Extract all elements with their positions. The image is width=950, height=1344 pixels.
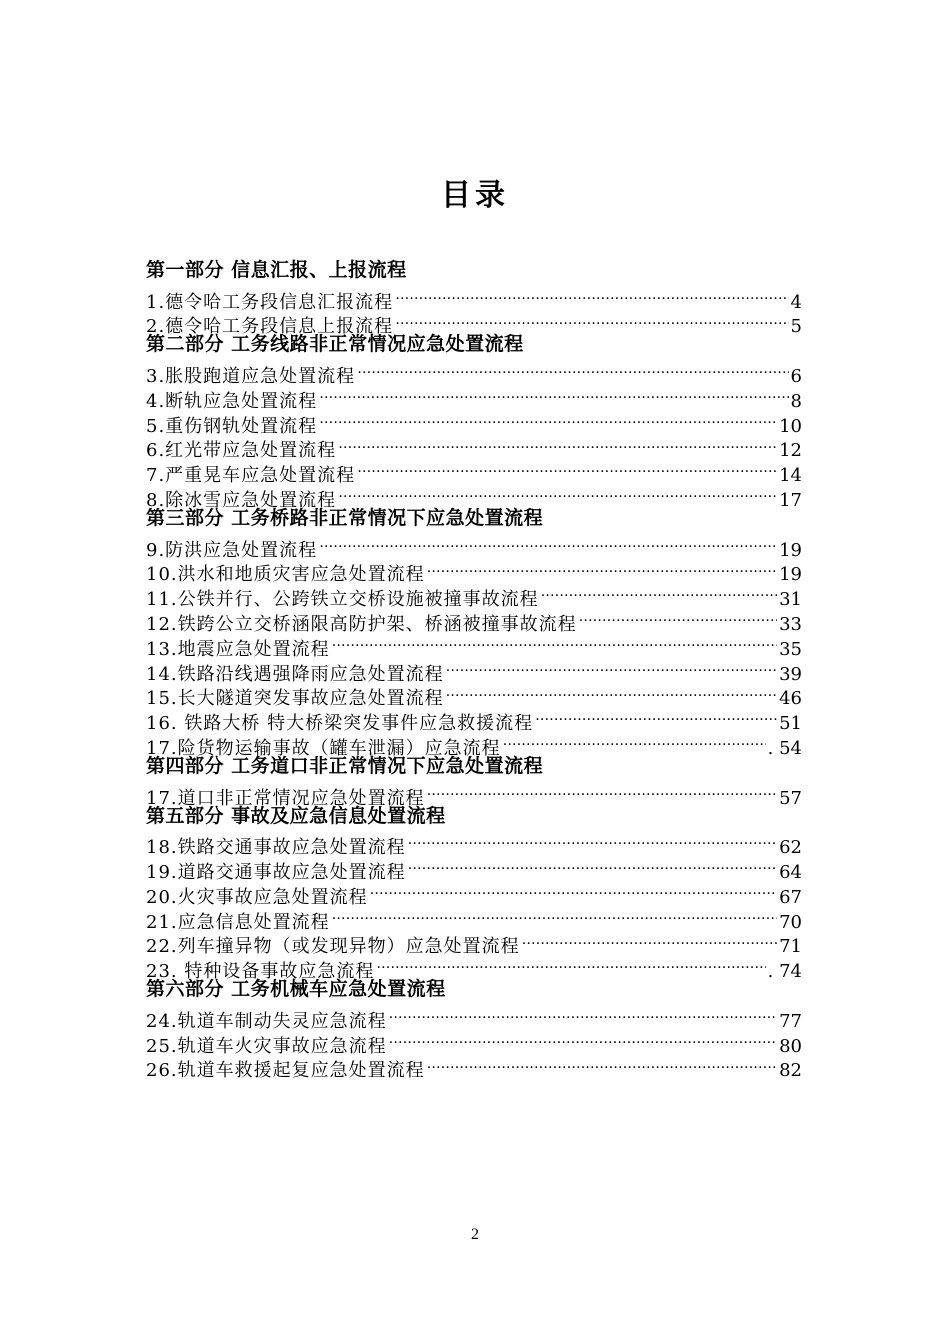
toc-entry-label: 17.险货物运输事故（罐车泄漏）应急流程 <box>146 737 501 759</box>
dot-leader <box>338 481 777 506</box>
dot-leader <box>338 432 777 457</box>
toc-entry-page: 62 <box>779 837 802 859</box>
dot-leader <box>395 283 788 308</box>
toc-entry-page: 67 <box>779 886 802 908</box>
toc-entry[interactable] <box>146 357 802 387</box>
toc-entry-label: 17.道口非正常情况应急处置流程 <box>146 787 425 809</box>
toc-entry-page: . 74 <box>767 961 802 983</box>
toc-entry-label: 22.列车撞异物（或发现异物）应急处置流程 <box>146 936 520 958</box>
toc-entry-page: 57 <box>779 787 802 809</box>
toc-entry-page: 39 <box>779 663 802 685</box>
dot-leader <box>541 580 777 605</box>
dot-leader <box>535 704 777 729</box>
dot-leader <box>357 456 777 481</box>
dot-leader <box>357 357 788 382</box>
toc-entry-page: 51 <box>779 713 802 735</box>
dot-leader <box>332 903 777 928</box>
toc-entry-page: 14 <box>779 465 802 487</box>
dot-leader <box>579 605 777 630</box>
toc-entry-label: 21.应急信息处置流程 <box>146 911 330 933</box>
toc-entry-label: 6.红光带应急处置流程 <box>146 440 337 462</box>
toc-entry-label: 19.道路交通事故应急处置流程 <box>146 861 406 883</box>
toc-entry-label: 9.防洪应急处置流程 <box>146 539 318 561</box>
toc-entry-page: . 54 <box>767 737 802 759</box>
toc-section-heading: 第五部分 事故及应急信息处置流程 <box>146 804 446 827</box>
toc-entry-page: 35 <box>779 638 802 660</box>
toc-section-heading: 第六部分 工务机械车应急处置流程 <box>146 978 446 1001</box>
dot-leader <box>389 1027 777 1052</box>
toc-entry-page: 6 <box>790 365 802 387</box>
toc-entry-page: 5 <box>790 316 802 338</box>
toc-entry-page: 10 <box>779 415 802 437</box>
toc-entry[interactable] <box>146 531 802 561</box>
toc-entry-label: 23. 特种设备事故应急流程 <box>146 961 375 983</box>
toc-section-heading: 第三部分 工务桥路非正常情况下应急处置流程 <box>146 506 544 529</box>
toc-section-heading: 第一部分 信息汇报、上报流程 <box>146 259 407 281</box>
toc-entry[interactable] <box>146 1002 802 1032</box>
toc-entry-page: 77 <box>779 1010 802 1032</box>
dot-leader <box>446 655 777 680</box>
toc-entry-label: 12.铁跨公立交桥涵限高防护架、桥涵被撞事故流程 <box>146 613 577 635</box>
toc-entry-page: 31 <box>779 589 802 611</box>
toc-entry-page: 12 <box>779 440 802 462</box>
toc-entry-page: 19 <box>779 539 802 561</box>
dot-leader <box>427 779 777 804</box>
toc-entry-page: 46 <box>779 688 802 710</box>
toc-entry-label: 18.铁路交通事故应急处置流程 <box>146 837 406 859</box>
toc-entry-label: 13.地震应急处置流程 <box>146 638 330 660</box>
dot-leader <box>319 531 777 556</box>
dot-leader <box>446 680 777 705</box>
toc-entry-page: 64 <box>779 861 802 883</box>
toc-entry[interactable] <box>146 779 802 809</box>
toc-section-heading: 第四部分 工务道口非正常情况下应急处置流程 <box>146 754 544 777</box>
toc-entry-label: 14.铁路沿线遇强降雨应急处置流程 <box>146 663 444 685</box>
toc-entry-page: 82 <box>779 1060 802 1082</box>
toc-entry[interactable] <box>146 828 802 859</box>
toc-entry-label: 25.轨道车火灾事故应急流程 <box>146 1035 387 1057</box>
toc-entry-label: 8.除冰雪应急处置流程 <box>146 489 337 511</box>
toc-entry-label: 26.轨道车救援起复应急处置流程 <box>146 1060 425 1082</box>
toc-entry-page: 70 <box>779 911 802 933</box>
toc-entry-label: 16. 铁路大桥 特大桥梁突发事件应急救援流程 <box>146 713 534 735</box>
toc-entry-label: 10.洪水和地质灾害应急处置流程 <box>146 564 425 586</box>
toc-entry-page: 33 <box>779 613 802 635</box>
dot-leader <box>503 729 766 754</box>
dot-leader <box>376 952 765 977</box>
toc-entry-label: 2.德令哈工务段信息上报流程 <box>146 316 394 338</box>
dot-leader <box>408 853 777 878</box>
toc-section-heading: 第二部分 工务线路非正常情况应急处置流程 <box>146 333 524 356</box>
toc-entry[interactable] <box>146 283 802 313</box>
dot-leader <box>408 828 777 853</box>
dot-leader <box>370 878 777 903</box>
toc-entry-label: 5.重伤钢轨处置流程 <box>146 415 318 437</box>
toc-entry-label: 15.长大隧道突发事故应急处置流程 <box>146 688 444 710</box>
toc-entry-page: 19 <box>779 564 802 586</box>
toc-entry-page: 4 <box>790 291 802 313</box>
toc-entry-page: 8 <box>790 390 802 412</box>
toc-entry-label: 24.轨道车制动失灵应急流程 <box>146 1010 387 1032</box>
dot-leader <box>427 1052 777 1077</box>
dot-leader <box>389 1002 777 1027</box>
dot-leader <box>522 928 777 953</box>
toc-entry-label: 7.严重晃车应急处置流程 <box>146 465 356 487</box>
toc-entry-label: 20.火灾事故应急处置流程 <box>146 886 368 908</box>
dot-leader <box>319 382 788 407</box>
dot-leader <box>319 407 777 432</box>
toc-entry-label: 4.断轨应急处置流程 <box>146 390 318 412</box>
toc-entry-label: 11.公铁并行、公跨铁立交桥设施被撞事故流程 <box>146 589 539 611</box>
table-of-contents <box>146 258 802 1082</box>
dot-leader <box>427 556 777 581</box>
page-title: 目录 <box>441 178 509 213</box>
page-number: 2 <box>471 1226 479 1243</box>
toc-entry-page: 71 <box>779 936 802 958</box>
dot-leader <box>332 630 777 655</box>
dot-leader <box>395 308 788 333</box>
toc-entry-label: 3.胀股跑道应急处置流程 <box>146 365 356 387</box>
toc-entry-page: 17 <box>779 489 802 511</box>
toc-entry-label: 1.德令哈工务段信息汇报流程 <box>146 291 394 313</box>
toc-entry-page: 80 <box>779 1035 802 1057</box>
